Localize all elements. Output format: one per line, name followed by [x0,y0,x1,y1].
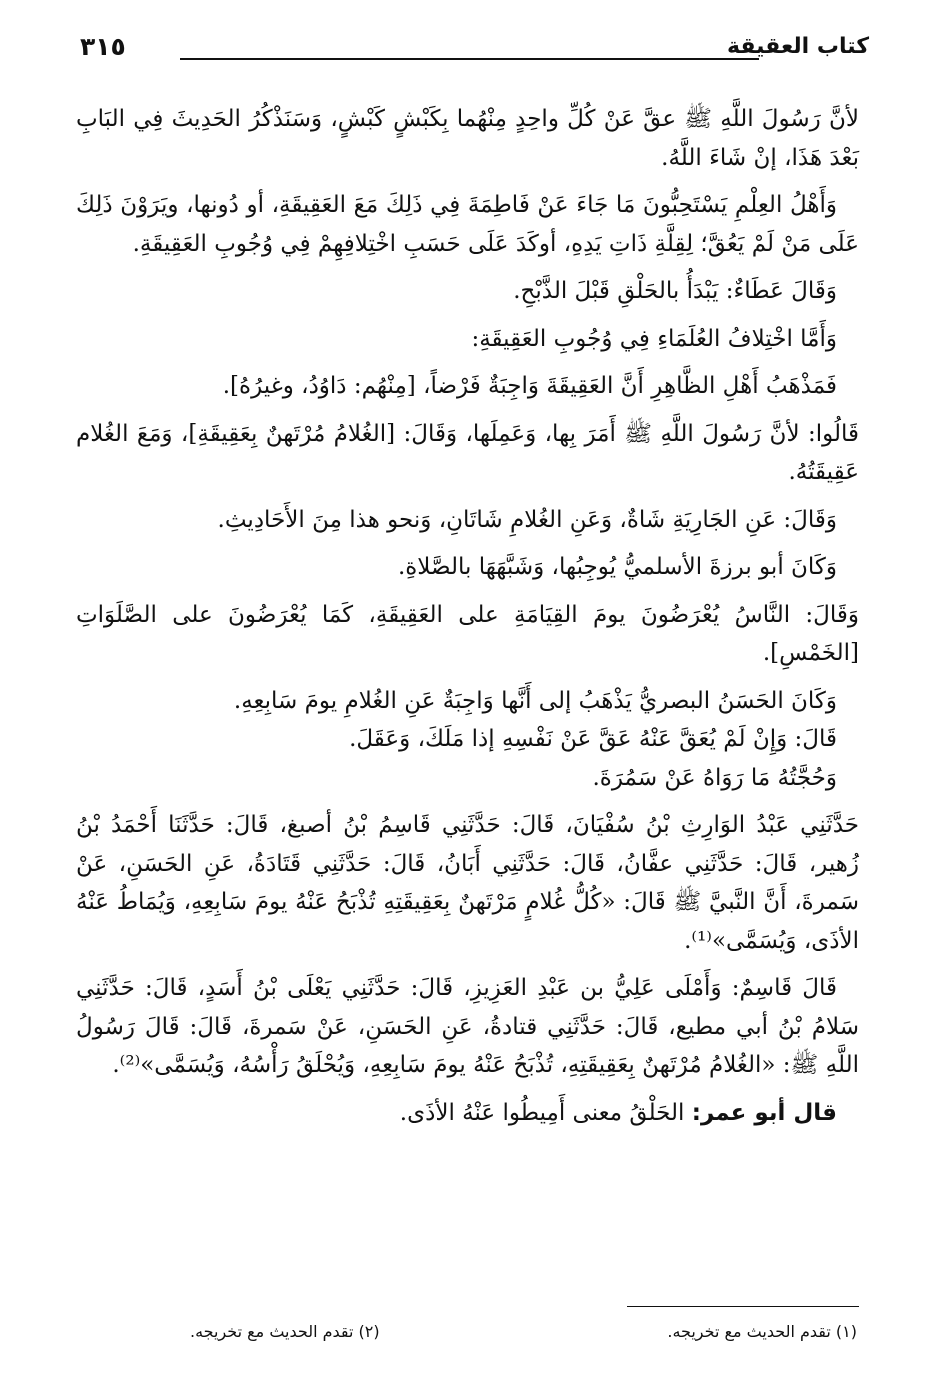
main-text [76,100,859,1132]
paragraph: قَالَ قَاسِمٌ: وَأَمْلَى عَلِيُّ بن عَبْدِ العَزِيزِ، قَالَ: حَدَّثَنِي يَعْلَى بْنُ أَسَدٍ، قَالَ: حَدَّثَنِي سَلامُ بْنُ أبي مطيع، قَالَ: حَدَّثَنِي قتادةُ، عَنِ الحَسَنِ، عَنْ سَمرةَ، قَالَ: قَالَ رَسُولُ اللَّهِ ﷺ: «الغُلامُ مُرْتَهنٌ بِعَقِيقَتِهِ، تُذْبَحُ عَنْهُ يومَ سَابِعِهِ، وَيُحْلَقُ رَأْسُهُ، وَيُسَمَّى»⁽²⁾. [76,975,859,1078]
paragraph: قَالَ: وَإِنْ لَمْ يُعَقَّ عَنْهُ عَقَّ عَنْ نَفْسِهِ إذا مَلَكَ، وَعَقَلَ. [349,726,837,752]
page-header [80,32,869,72]
paragraph: فَمَذْهَبُ أَهْلِ الظَّاهِرِ أَنَّ العَقِيقَةَ وَاجِبَةٌ فَرْضاً، [مِنْهُم: دَاوُدُ، وغيرُهُ]. [222,373,837,399]
paragraph: قَالُوا: لأنَّ رَسُولَ اللَّهِ ﷺ أَمَرَ بِها، وَعَمِلَها، وَقَالَ: [الغُلامُ مُرْتَهنٌ بِعَقِيقَةِ]، وَمَعَ الغُلام عَقِيقَتُهُ. [76,420,859,485]
speaker-lead: قال أبو عمر: [691,1099,837,1126]
paragraph-text: الحَلْقُ معنى أَمِيطُوا عَنْهُ الأذَى. [399,1099,685,1126]
paragraph-final [76,1094,859,1133]
paragraph: وَكَانَ أبو برزةَ الأسلميُّ يُوجِبُها، وَشَبَّهَهَا بالصَّلاةِ. [397,554,837,580]
paragraph: وَكَانَ الحَسَنُ البصريُّ يَذْهَبُ إلى أَنَّها وَاجِبَةٌ عَنِ الغُلامِ يومَ سَابِعِهِ. [233,687,837,714]
paragraph: وَأَمَّا اخْتِلافُ العُلَمَاءِ فِي وُجُوبِ العَقِيقَةِ: [471,325,837,352]
paragraph: حَدَّثَنِي عَبْدُ الوَارِثِ بْنُ سُفْيَانَ، قَالَ: حَدَّثَنِي قَاسِمُ بْنُ أصبغ، قَالَ: حَدَّثَنَا أَحْمَدُ بْنُ زُهير، قَالَ: حَدَّثَنِي عفَّانُ، قَالَ: حَدَّثَنِي أَبَانُ، قَالَ: حَدَّثَنِي قَتَادَةُ، عَنِ الحَسَنِ، عَنْ سَمرةَ، أَنَّ النَّبيَّ ﷺ قَالَ: «كُلُّ غُلامٍ مَرْتَهنٌ بِعَقِيقَتِهِ تُذْبَحُ عَنْهُ يومَ سَابِعِهِ، وَيُمَاطُ عَنْهُ الأذَى، وَيُسَمَّى»⁽¹⁾. [76,812,859,954]
footnotes [190,1322,857,1341]
page-number: ٣١٥ [80,32,126,61]
paragraph: وَقَالَ عَطَاءٌ: يَبْدَأُ بالحَلْقِ قَبْلَ الذَّبْحِ. [513,278,837,304]
paragraph: وَقَالَ: عَنِ الجَارِيَةِ شَاةٌ، وَعَنِ الغُلامِ شَاتَانِ، وَنحو هذا مِنَ الأَحَادِيثِ. [217,506,837,533]
header-rule [180,58,759,60]
paragraph: وَقَالَ: النَّاسُ يُعْرَضُونَ يومَ القِيَامَةِ على العَقِيقَةِ، كَمَا يُعْرَضُونَ على الصَّلَوَاتِ [الخَمْسِ]. [76,601,859,666]
footnote-2: (٢) تقدم الحديث مع تخريجه. [190,1322,380,1341]
paragraph: وَحُجَّتُهُ مَا رَوَاهُ عَنْ سَمُرَةَ. [592,764,837,791]
running-title: كتاب العقيقة [726,34,869,59]
footnote-rule [627,1306,859,1307]
footnote-1: (١) تقدم الحديث مع تخريجه. [667,1322,857,1341]
paragraph: لأنَّ رَسُولَ اللَّهِ ﷺ عقَّ عَنْ كُلِّ واحِدٍ مِنْهُما بِكَبْشٍ كَبْشٍ، وَسَنَذْكُرُ الحَدِيثَ فِي البَابِ بَعْدَ هَذَا، إنْ شَاءَ اللَّهُ. [76,106,859,171]
paragraph: وَأَهْلُ العِلْمِ يَسْتَحِبُّونَ مَا جَاءَ عَنْ فَاطِمَةَ فِي ذَلِكَ مَعَ العَقِيقَةِ، أو دُونها، ويَرَوْنَ ذَلِكَ عَلَى مَنْ لَمْ يَعُقَّ؛ لِقِلَّةِ ذَاتِ يَدِهِ، أوكَدَ عَلَى حَسَبِ اخْتِلافِهِمْ فِي وُجُوبِ العَقِيقَةِ. [76,192,859,257]
